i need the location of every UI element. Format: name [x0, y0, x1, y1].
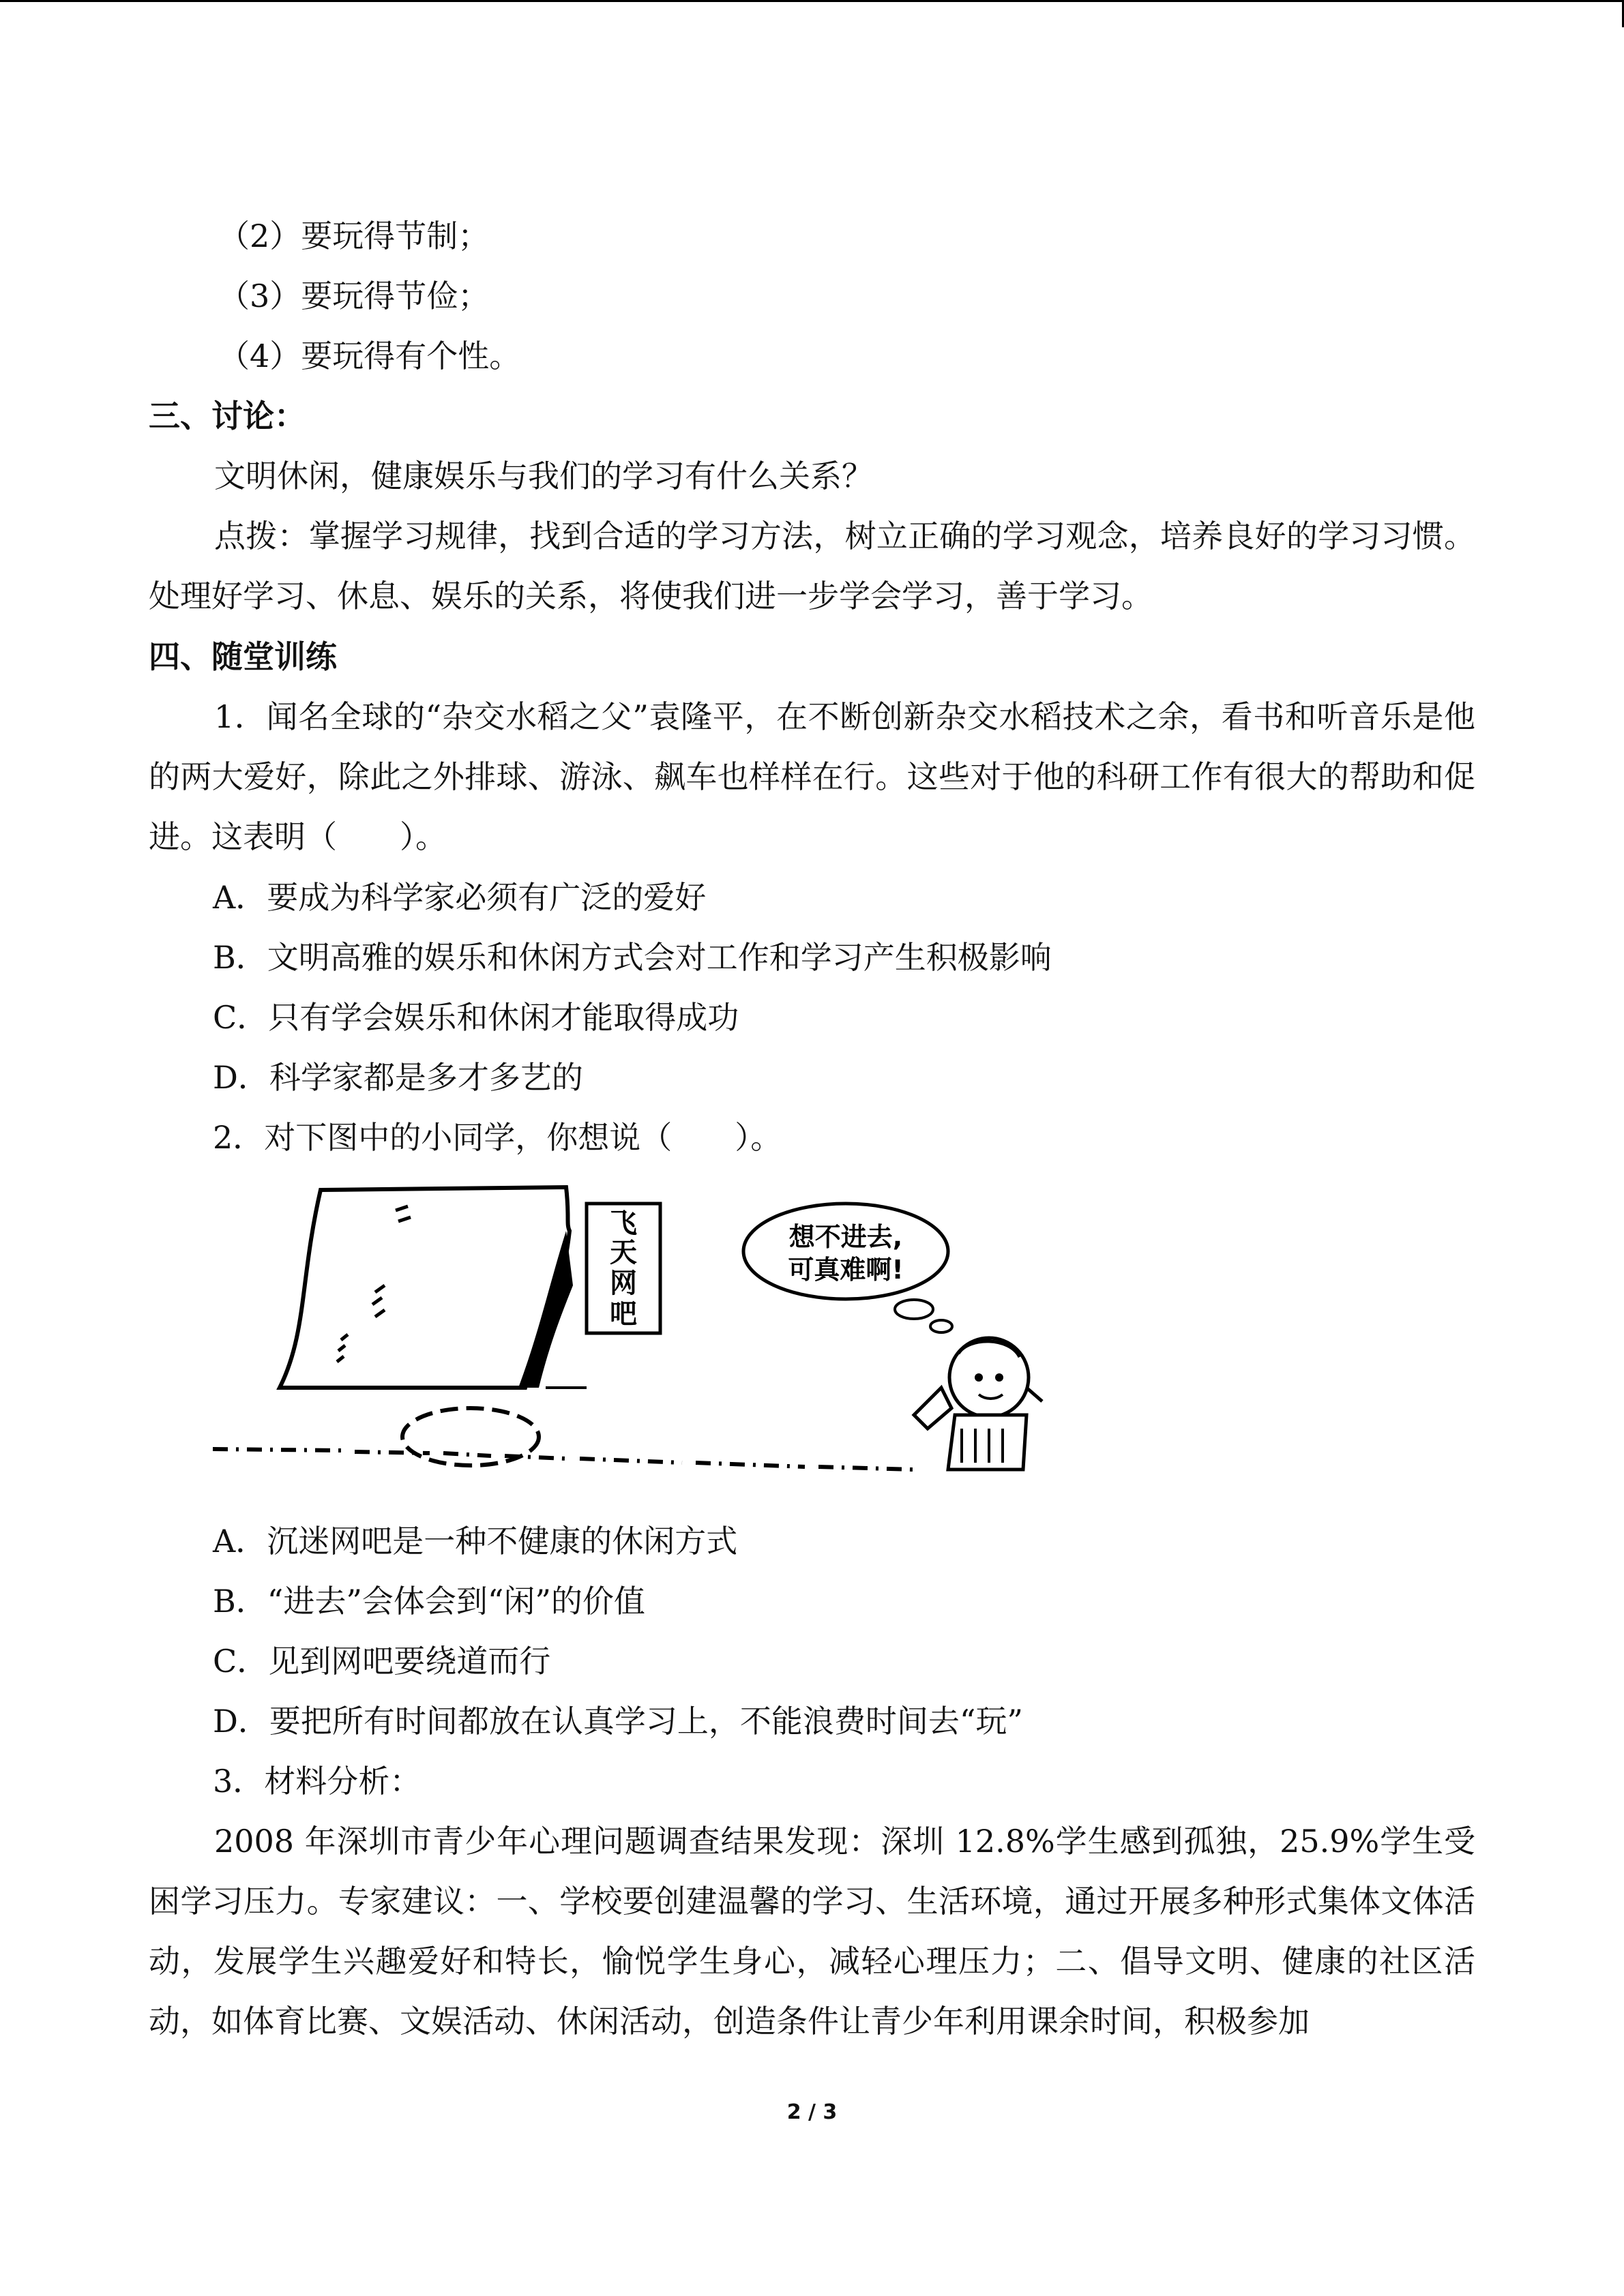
- sign-char: 飞: [610, 1208, 637, 1239]
- q2-option-b: B．“进去”会体会到“闲”的价值: [213, 1583, 645, 1620]
- q1-option-b: B．文明高雅的娱乐和休闲方式会对工作和学习产生积极影响: [213, 939, 1052, 976]
- discussion-question: 文明休闲，健康娱乐与我们的学习有什么关系？: [214, 458, 873, 494]
- q2-option-a: A．沉迷网吧是一种不健康的休闲方式: [213, 1523, 738, 1560]
- q2-option-d: D．要把所有时间都放在认真学习上，不能浪费时间去“玩”: [213, 1703, 1023, 1740]
- sign-char: 网: [610, 1268, 637, 1299]
- section-4-heading: 四、随堂训练: [149, 638, 337, 675]
- question-3-stem: 3．材料分析：: [213, 1763, 422, 1800]
- sign-char: 吧: [610, 1298, 637, 1330]
- q1-option-c: C．只有学会娱乐和休闲才能取得成功: [213, 999, 739, 1036]
- question-1-stem: 1．闻名全球的“杂交水稻之父”袁隆平，在不断创新杂交水稻技术之余，看书和听音乐是他的两大爱好，除此之外排球、游泳、飙车也样样在行。这些对于他的科研工作有很大的帮助和促进。这表明（ ）。: [149, 698, 1475, 855]
- list-item: （3）要玩得节俭；: [218, 278, 490, 314]
- section-3-heading: 三、讨论：: [149, 398, 306, 434]
- q2-option-c: C．见到网吧要绕道而行: [213, 1643, 551, 1680]
- sign-char: 天: [610, 1237, 637, 1268]
- list-item: （4）要玩得有个性。: [218, 338, 521, 374]
- thought-text-line2: 可真难啊!: [788, 1255, 904, 1285]
- q1-option-a: A．要成为科学家必须有广泛的爱好: [213, 879, 707, 916]
- list-item: （2）要玩得节制；: [218, 218, 490, 254]
- page-number: 2 / 3: [786, 2100, 838, 2124]
- question-2-stem: 2．对下图中的小同学，你想说（ ）。: [213, 1119, 782, 1156]
- question-3-material: 2008 年深圳市青少年心理问题调查结果发现：深圳 12.8%学生感到孤独，25.9%学生受困学习压力。专家建议：一、学校要创建温馨的学习、生活环境，通过开展多种形式集体文体活动，发展学生兴趣爱好和特长，愉悦学生身心，减轻心理压力；二、倡导文明、健康的社区活动，如体育比赛、文娱活动、休闲活动，创造条件让青少年利用课余时间，积极参加: [149, 1823, 1475, 2040]
- internet-cafe-cartoon: [205, 1183, 1044, 1497]
- thought-text-line1: 想不进去,: [788, 1222, 903, 1252]
- q1-option-d: D．科学家都是多才多艺的: [213, 1059, 583, 1096]
- top-border: [0, 0, 1624, 2]
- discussion-hint: 点拨：掌握学习规律，找到合适的学习方法，树立正确的学习观念，培养良好的学习习惯。处理好学习、休息、娱乐的关系，将使我们进一步学会学习，善于学习。: [149, 518, 1475, 614]
